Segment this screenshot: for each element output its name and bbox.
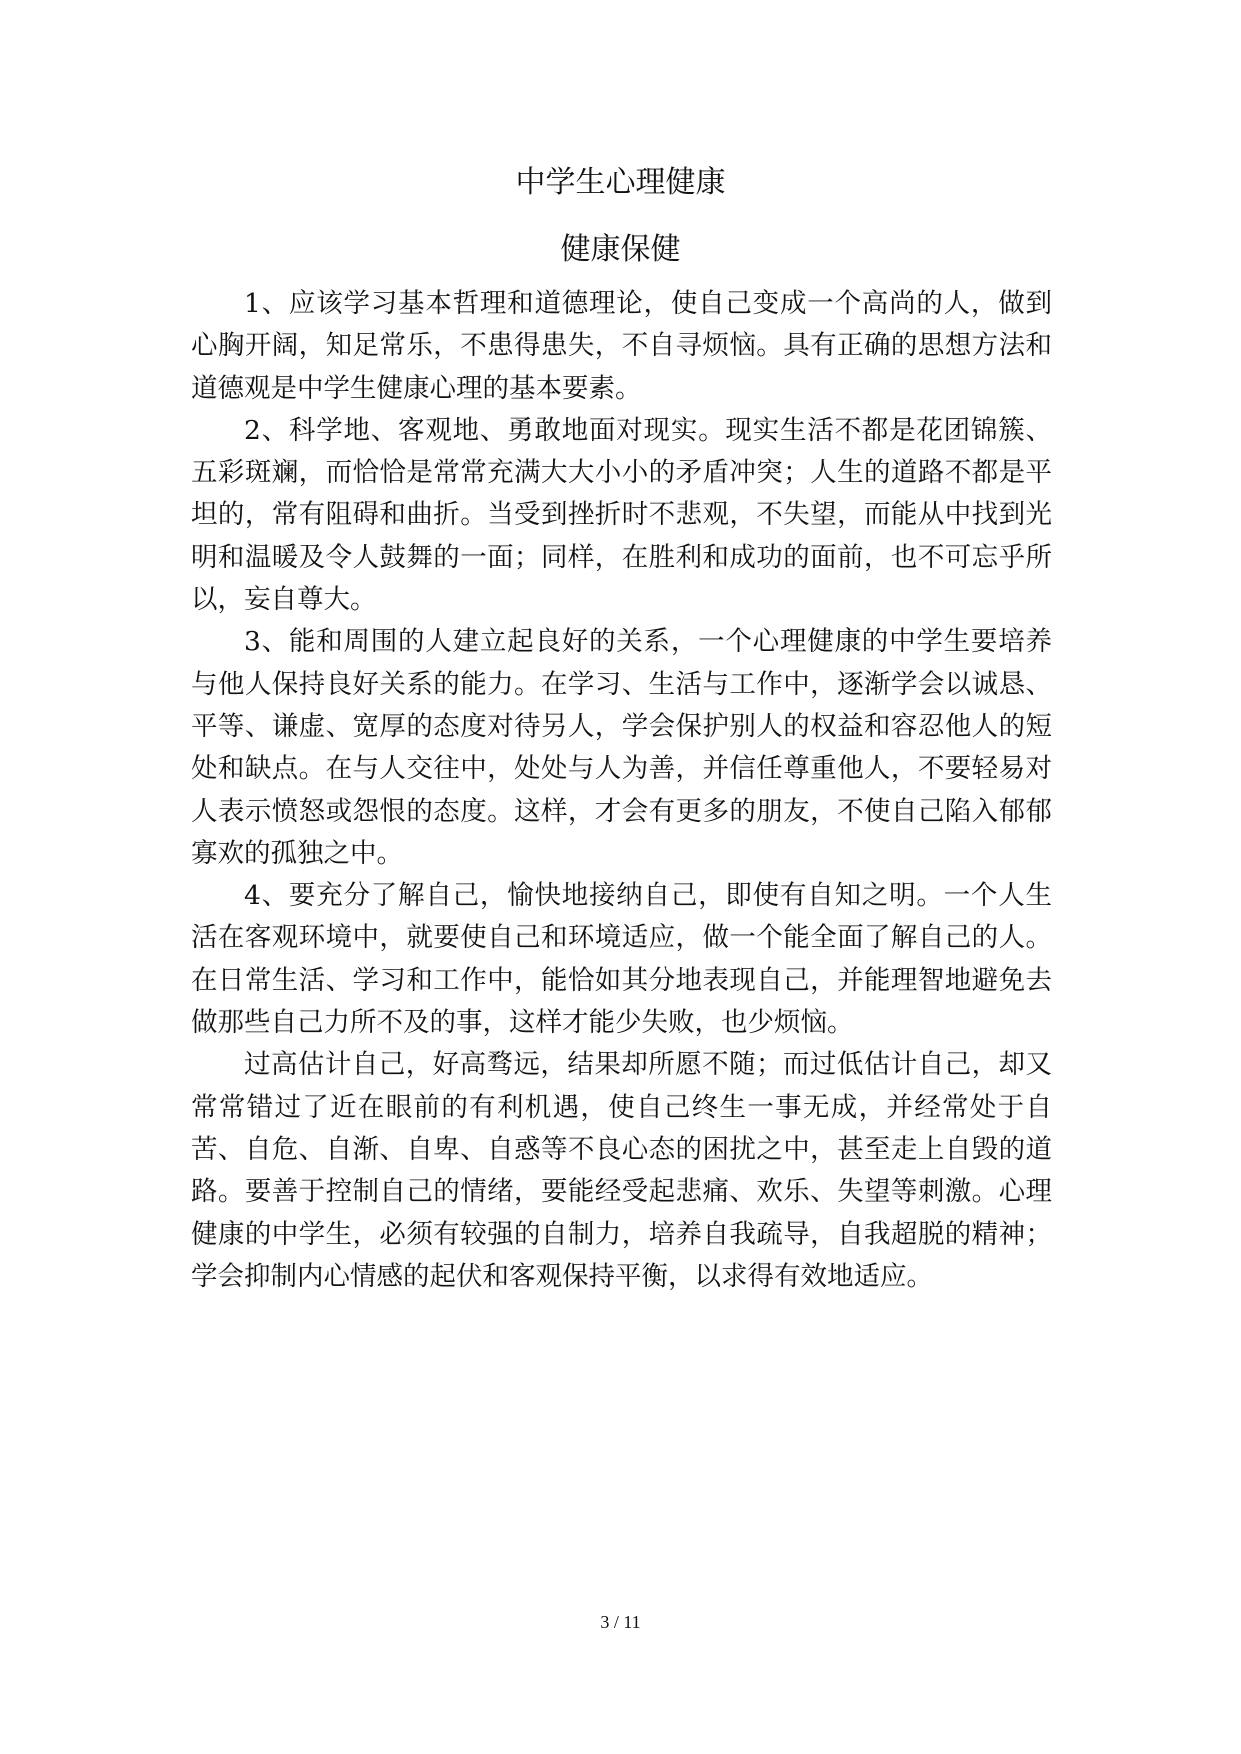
paragraph-1: 1、应该学习基本哲理和道德理论，使自己变成一个高尚的人，做到心胸开阔，知足常乐，不患得患失，不自寻烦恼。具有正确的思想方法和道德观是中学生健康心理的基本要素。: [191, 288, 1052, 404]
page-number: 3 / 11: [600, 1612, 641, 1632]
document-title: 中学生心理健康: [515, 165, 726, 200]
paragraph-5: 过高估计自己，好高骛远，结果却所愿不随；而过低估计自己，却又常常错过了近在眼前的有利机遇，使自己终生一事无成，并经常处于自苦、自危、自渐、自卑、自惑等不良心态的困扰之中，甚至走上自毁的道路。要善于控制自己的情绪，要能经受起悲痛、欢乐、失望等刺激。心理健康的中学生，必须有较强的自制力，培养自我疏导，自我超脱的精神；学会抑制内心情感的起伏和客观保持平衡，以求得有效地适应。: [191, 1049, 1052, 1292]
paragraph-3: 3、能和周围的人建立起良好的关系，一个心理健康的中学生要培养与他人保持良好关系的能力。在学习、生活与工作中，逐渐学会以诚恳、平等、谦虚、宽厚的态度对待另人，学会保护别人的权益和容忍他人的短处和缺点。在与人交往中，处处与人为善，并信任尊重他人，不要轻易对人表示愤怒或怨恨的态度。这样，才会有更多的朋友，不使自己陷入郁郁寡欢的孤独之中。: [191, 626, 1052, 869]
document-body: [191, 283, 1052, 1298]
document-subtitle: 健康保健: [560, 232, 681, 267]
paragraph-2: 2、科学地、客观地、勇敢地面对现实。现实生活不都是花团锦簇、五彩斑斓，而恰恰是常常充满大大小小的矛盾冲突；人生的道路不都是平坦的，常有阻碍和曲折。当受到挫折时不悲观，不失望，而能从中找到光明和温暖及令人鼓舞的一面；同样，在胜利和成功的面前，也不可忘乎所以，妄自尊大。: [191, 414, 1052, 616]
paragraph-4: 4、要充分了解自己，愉快地接纳自己，即使有自知之明。一个人生活在客观环境中，就要使自己和环境适应，做一个能全面了解自己的人。在日常生活、学习和工作中，能恰如其分地表现自己，并能理智地避免去做那些自己力所不及的事，这样才能少失败，也少烦恼。: [191, 880, 1052, 1039]
